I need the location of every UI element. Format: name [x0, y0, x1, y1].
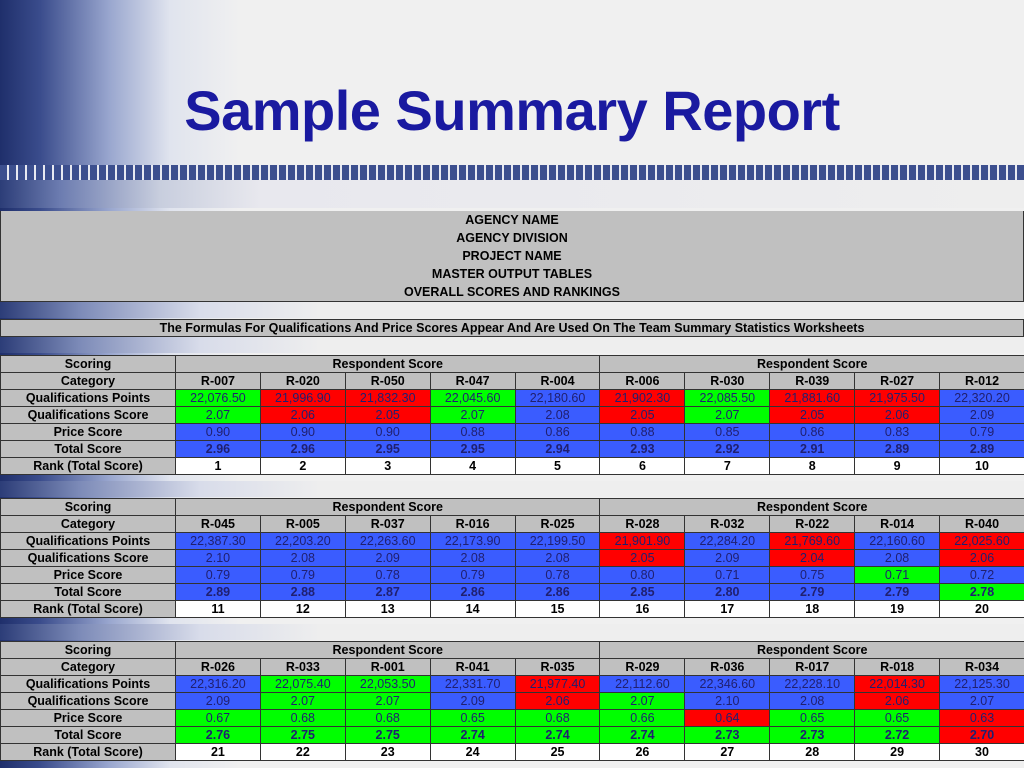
- decorative-band: [0, 337, 1024, 353]
- score-cell: 21,881.60: [770, 390, 855, 407]
- decorative-band: [0, 302, 1024, 318]
- respondent-id: R-005: [260, 516, 345, 533]
- score-cell: 2.08: [855, 550, 940, 567]
- row-label: Qualifications Score: [1, 407, 176, 424]
- score-cell: 2.05: [345, 407, 430, 424]
- score-cell: 0.83: [855, 424, 940, 441]
- price-score-row: [1, 424, 1024, 441]
- respondent-id: R-037: [345, 516, 430, 533]
- score-cell: 22,320.20: [940, 390, 1024, 407]
- score-cell: 22,387.30: [176, 533, 261, 550]
- score-cell: 22,025.60: [940, 533, 1024, 550]
- respondent-id: R-030: [685, 373, 770, 390]
- decorative-stripe: [0, 165, 1024, 180]
- respondent-id: R-036: [685, 659, 770, 676]
- score-cell: 22,075.40: [260, 676, 345, 693]
- row-label: Price Score: [1, 424, 176, 441]
- row-label: Total Score: [1, 441, 176, 458]
- scoring-label: Scoring: [1, 642, 176, 659]
- respondent-id: R-047: [430, 373, 515, 390]
- respondent-id: R-050: [345, 373, 430, 390]
- scoring-label: Scoring: [1, 499, 176, 516]
- decorative-band: [0, 624, 1024, 640]
- project-name: PROJECT NAME: [1, 247, 1024, 265]
- agency-name: AGENCY NAME: [1, 211, 1024, 229]
- score-cell: 0.65: [770, 710, 855, 727]
- respondent-id: R-045: [176, 516, 261, 533]
- score-cell: 21,832.30: [345, 390, 430, 407]
- score-cell: 22,053.50: [345, 676, 430, 693]
- score-cell: 0.85: [685, 424, 770, 441]
- respondent-id: R-001: [345, 659, 430, 676]
- score-cell: 21,996.90: [260, 390, 345, 407]
- score-cell: 0.86: [770, 424, 855, 441]
- score-cell: 7: [685, 458, 770, 475]
- row-label: Total Score: [1, 584, 176, 601]
- score-cell: 2.07: [685, 407, 770, 424]
- score-cell: 22,045.60: [430, 390, 515, 407]
- master-output-tables: MASTER OUTPUT TABLES: [1, 265, 1024, 283]
- score-cell: 0.65: [855, 710, 940, 727]
- row-label: Qualifications Points: [1, 390, 176, 407]
- score-cell: 11: [176, 601, 261, 618]
- score-cell: 2.95: [345, 441, 430, 458]
- score-cell: 19: [855, 601, 940, 618]
- group-header: Respondent Score: [176, 499, 600, 516]
- decorative-band: [0, 481, 1024, 497]
- row-label: Price Score: [1, 710, 176, 727]
- score-cell: 2.89: [176, 584, 261, 601]
- score-cell: 0.72: [940, 567, 1024, 584]
- score-cell: 2.06: [260, 407, 345, 424]
- score-cell: 2.08: [515, 550, 600, 567]
- row-label: Qualifications Score: [1, 693, 176, 710]
- score-cell: 0.75: [770, 567, 855, 584]
- score-cell: 2.07: [176, 407, 261, 424]
- score-cell: 2.92: [685, 441, 770, 458]
- score-cell: 2.73: [770, 727, 855, 744]
- score-cell: 2.07: [600, 693, 685, 710]
- agency-header-table: [0, 211, 1024, 302]
- score-cell: 9: [855, 458, 940, 475]
- respondent-id: R-017: [770, 659, 855, 676]
- respondent-id: R-012: [940, 373, 1024, 390]
- qualifications-score-row: [1, 550, 1024, 567]
- score-cell: 2: [260, 458, 345, 475]
- group-header: Respondent Score: [600, 642, 1024, 659]
- respondent-id: R-026: [176, 659, 261, 676]
- score-cell: 22,263.60: [345, 533, 430, 550]
- overall-scores-rankings: OVERALL SCORES AND RANKINGS: [1, 283, 1024, 302]
- score-cell: 22,014.30: [855, 676, 940, 693]
- total-score-row: [1, 441, 1024, 458]
- price-score-row: [1, 567, 1024, 584]
- row-label: Qualifications Score: [1, 550, 176, 567]
- score-cell: 2.91: [770, 441, 855, 458]
- score-cell: 22,076.50: [176, 390, 261, 407]
- score-cell: 22,085.50: [685, 390, 770, 407]
- respondent-id: R-039: [770, 373, 855, 390]
- score-cell: 0.78: [345, 567, 430, 584]
- score-cell: 2.96: [176, 441, 261, 458]
- respondent-id: R-020: [260, 373, 345, 390]
- score-cell: 2.08: [430, 550, 515, 567]
- score-cell: 2.07: [940, 693, 1024, 710]
- score-cell: 0.90: [176, 424, 261, 441]
- rank-row: [1, 744, 1024, 761]
- score-cell: 4: [430, 458, 515, 475]
- respondent-id: R-041: [430, 659, 515, 676]
- score-cell: 2.09: [176, 693, 261, 710]
- score-cell: 2.08: [515, 407, 600, 424]
- row-label: Qualifications Points: [1, 676, 176, 693]
- page-title: Sample Summary Report: [184, 79, 840, 142]
- score-cell: 22,346.60: [685, 676, 770, 693]
- score-cell: 8: [770, 458, 855, 475]
- score-cell: 21,902.30: [600, 390, 685, 407]
- score-cell: 0.86: [515, 424, 600, 441]
- score-cell: 27: [685, 744, 770, 761]
- score-cell: 2.07: [430, 407, 515, 424]
- score-cell: 0.68: [345, 710, 430, 727]
- respondent-id: R-032: [685, 516, 770, 533]
- score-cell: 22,203.20: [260, 533, 345, 550]
- respondent-id: R-007: [176, 373, 261, 390]
- respondent-id: R-016: [430, 516, 515, 533]
- score-cell: 2.06: [855, 693, 940, 710]
- score-cell: 2.07: [345, 693, 430, 710]
- row-label: Rank (Total Score): [1, 458, 176, 475]
- score-cell: 2.87: [345, 584, 430, 601]
- score-cell: 0.63: [940, 710, 1024, 727]
- rank-row: [1, 601, 1024, 618]
- score-cell: 2.08: [770, 693, 855, 710]
- score-cell: 2.85: [600, 584, 685, 601]
- row-label: Price Score: [1, 567, 176, 584]
- score-cell: 3: [345, 458, 430, 475]
- score-cell: 22,125.30: [940, 676, 1024, 693]
- respondent-id: R-014: [855, 516, 940, 533]
- row-label: Rank (Total Score): [1, 601, 176, 618]
- score-cell: 21,977.40: [515, 676, 600, 693]
- group-header: Respondent Score: [176, 356, 600, 373]
- score-cell: 5: [515, 458, 600, 475]
- score-cell: 0.67: [176, 710, 261, 727]
- score-cell: 2.09: [940, 407, 1024, 424]
- group-header: Respondent Score: [600, 499, 1024, 516]
- respondent-id: R-033: [260, 659, 345, 676]
- respondent-id: R-022: [770, 516, 855, 533]
- score-cell: 10: [940, 458, 1024, 475]
- score-cell: 2.09: [430, 693, 515, 710]
- score-cell: 29: [855, 744, 940, 761]
- score-cell: 2.86: [515, 584, 600, 601]
- score-cell: 14: [430, 601, 515, 618]
- score-cell: 21,975.50: [855, 390, 940, 407]
- score-cell: 22,112.60: [600, 676, 685, 693]
- score-cell: 22: [260, 744, 345, 761]
- row-label: Qualifications Points: [1, 533, 176, 550]
- score-table-2: [0, 498, 1024, 618]
- qualifications-points-row: [1, 390, 1024, 407]
- score-cell: 2.79: [770, 584, 855, 601]
- score-cell: 2.05: [600, 550, 685, 567]
- score-cell: 2.75: [260, 727, 345, 744]
- score-cell: 1: [176, 458, 261, 475]
- score-cell: 0.90: [345, 424, 430, 441]
- score-cell: 0.79: [430, 567, 515, 584]
- score-cell: 28: [770, 744, 855, 761]
- score-cell: 24: [430, 744, 515, 761]
- score-cell: 2.88: [260, 584, 345, 601]
- score-cell: 2.09: [685, 550, 770, 567]
- score-cell: 0.79: [940, 424, 1024, 441]
- score-cell: 22,173.90: [430, 533, 515, 550]
- score-cell: 21: [176, 744, 261, 761]
- score-cell: 15: [515, 601, 600, 618]
- group-header: Respondent Score: [176, 642, 600, 659]
- category-label: Category: [1, 373, 176, 390]
- score-cell: 22,316.20: [176, 676, 261, 693]
- score-cell: 0.68: [260, 710, 345, 727]
- score-cell: 0.88: [430, 424, 515, 441]
- score-cell: 2.09: [345, 550, 430, 567]
- score-cell: 0.64: [685, 710, 770, 727]
- score-cell: 2.05: [770, 407, 855, 424]
- score-cell: 2.89: [855, 441, 940, 458]
- score-cell: 2.74: [515, 727, 600, 744]
- score-cell: 2.95: [430, 441, 515, 458]
- qualifications-score-row: [1, 407, 1024, 424]
- score-cell: 2.78: [940, 584, 1024, 601]
- score-cell: 2.06: [855, 407, 940, 424]
- score-cell: 0.80: [600, 567, 685, 584]
- score-cell: 6: [600, 458, 685, 475]
- score-cell: 2.70: [940, 727, 1024, 744]
- score-table-1: [0, 355, 1024, 475]
- score-cell: 2.08: [260, 550, 345, 567]
- score-cell: 2.07: [260, 693, 345, 710]
- score-cell: 0.78: [515, 567, 600, 584]
- row-label: Total Score: [1, 727, 176, 744]
- formula-note-table: [0, 319, 1024, 337]
- score-cell: 17: [685, 601, 770, 618]
- score-cell: 0.71: [855, 567, 940, 584]
- respondent-id: R-025: [515, 516, 600, 533]
- qualifications-points-row: [1, 676, 1024, 693]
- scoring-label: Scoring: [1, 356, 176, 373]
- total-score-row: [1, 584, 1024, 601]
- score-cell: 2.74: [430, 727, 515, 744]
- score-cell: 2.75: [345, 727, 430, 744]
- score-cell: 12: [260, 601, 345, 618]
- score-cell: 2.10: [176, 550, 261, 567]
- respondent-id: R-006: [600, 373, 685, 390]
- score-cell: 22,331.70: [430, 676, 515, 693]
- group-header: Respondent Score: [600, 356, 1024, 373]
- score-cell: 22,199.50: [515, 533, 600, 550]
- score-cell: 2.80: [685, 584, 770, 601]
- agency-division: AGENCY DIVISION: [1, 229, 1024, 247]
- score-cell: 30: [940, 744, 1024, 761]
- score-cell: 0.79: [260, 567, 345, 584]
- score-cell: 2.05: [600, 407, 685, 424]
- score-cell: 0.88: [600, 424, 685, 441]
- category-label: Category: [1, 659, 176, 676]
- score-cell: 0.65: [430, 710, 515, 727]
- score-cell: 21,901.90: [600, 533, 685, 550]
- decorative-band: [0, 180, 1024, 208]
- score-cell: 2.89: [940, 441, 1024, 458]
- total-score-row: [1, 727, 1024, 744]
- respondent-id: R-004: [515, 373, 600, 390]
- respondent-id: R-035: [515, 659, 600, 676]
- score-cell: 13: [345, 601, 430, 618]
- score-cell: 18: [770, 601, 855, 618]
- score-cell: 0.79: [176, 567, 261, 584]
- score-cell: 0.90: [260, 424, 345, 441]
- row-label: Rank (Total Score): [1, 744, 176, 761]
- score-cell: 0.66: [600, 710, 685, 727]
- respondent-id: R-027: [855, 373, 940, 390]
- score-cell: 2.74: [600, 727, 685, 744]
- score-cell: 26: [600, 744, 685, 761]
- score-cell: 23: [345, 744, 430, 761]
- score-cell: 22,284.20: [685, 533, 770, 550]
- score-cell: 0.68: [515, 710, 600, 727]
- score-cell: 22,180.60: [515, 390, 600, 407]
- respondent-id: R-018: [855, 659, 940, 676]
- score-cell: 2.76: [176, 727, 261, 744]
- score-cell: 22,160.60: [855, 533, 940, 550]
- score-cell: 0.71: [685, 567, 770, 584]
- score-cell: 2.93: [600, 441, 685, 458]
- score-cell: 2.73: [685, 727, 770, 744]
- respondent-id: R-040: [940, 516, 1024, 533]
- qualifications-points-row: [1, 533, 1024, 550]
- score-cell: 22,228.10: [770, 676, 855, 693]
- respondent-id: R-029: [600, 659, 685, 676]
- respondent-id: R-034: [940, 659, 1024, 676]
- score-table-3: [0, 641, 1024, 761]
- score-cell: 25: [515, 744, 600, 761]
- score-cell: 2.04: [770, 550, 855, 567]
- score-cell: 2.06: [515, 693, 600, 710]
- score-cell: 2.06: [940, 550, 1024, 567]
- rank-row: [1, 458, 1024, 475]
- respondent-id: R-028: [600, 516, 685, 533]
- score-cell: 2.96: [260, 441, 345, 458]
- score-cell: 20: [940, 601, 1024, 618]
- score-cell: 21,769.60: [770, 533, 855, 550]
- score-cell: 16: [600, 601, 685, 618]
- score-cell: 2.94: [515, 441, 600, 458]
- score-cell: 2.86: [430, 584, 515, 601]
- score-cell: 2.79: [855, 584, 940, 601]
- score-cell: 2.10: [685, 693, 770, 710]
- score-cell: 2.72: [855, 727, 940, 744]
- category-label: Category: [1, 516, 176, 533]
- formula-note: The Formulas For Qualifications And Price Scores Appear And Are Used On The Team Summary Statistics Worksheets: [1, 320, 1024, 337]
- price-score-row: [1, 710, 1024, 727]
- qualifications-score-row: [1, 693, 1024, 710]
